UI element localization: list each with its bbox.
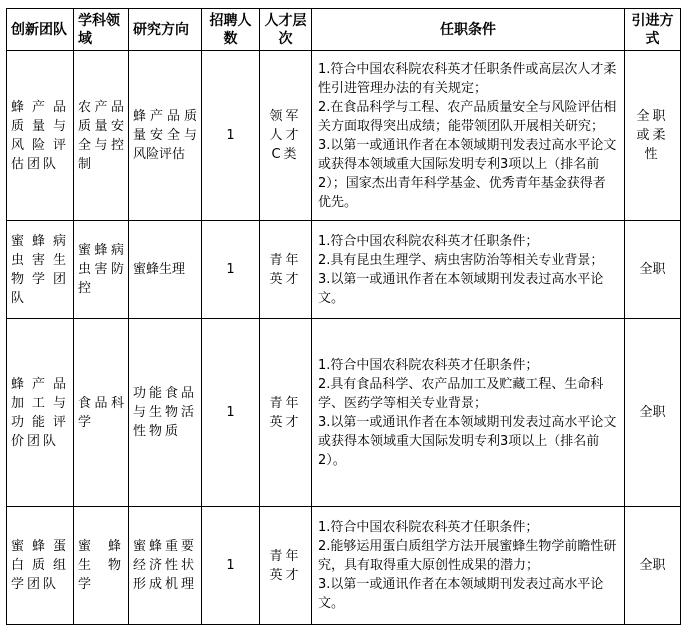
team-cell: 蜂产品质量与风险评估团队	[7, 51, 74, 221]
requirement-line: 3.以第一或通讯作者在本领域期刊发表过高水平论文。	[318, 271, 604, 306]
requirements-cell	[312, 51, 625, 221]
requirement-line: 1.符合中国农科院农科英才任职条件；	[318, 520, 539, 535]
requirement-line: 2.能够运用蛋白质组学方法开展蜜蜂生物学前瞻性研究，具有取得重大原创性成果的潜力；	[318, 539, 617, 573]
level-cell: 领军人才C类	[260, 51, 312, 221]
direction-cell: 功能食品与生物活性物质	[129, 319, 202, 507]
count-cell: 1	[202, 51, 260, 221]
requirement-line: 3.以第一或通讯作者在本领域期刊发表过高水平论文。	[318, 577, 604, 611]
table-row	[7, 319, 681, 507]
team-cell: 蜜蜂病虫害生物学团队	[7, 221, 74, 319]
method-cell: 全职	[625, 319, 681, 507]
header-method: 引进方式	[625, 9, 681, 51]
field-cell: 蜜蜂病虫害防控	[74, 221, 129, 319]
field-cell: 蜜蜂生物学	[74, 507, 129, 625]
requirements-cell	[312, 319, 625, 507]
method-cell: 全职	[625, 507, 681, 625]
requirements-cell	[312, 221, 625, 319]
requirement-line: 1.符合中国农科院农科英才任职条件；	[318, 357, 539, 373]
count-cell: 1	[202, 221, 260, 319]
requirement-line: 2.在食品科学与工程、农产品质量安全与风险评估相关方面取得突出成绩；能带领团队开展相关研究；	[318, 99, 617, 134]
header-count: 招聘人数	[202, 9, 260, 51]
count-cell: 1	[202, 319, 260, 507]
count-cell: 1	[202, 507, 260, 625]
field-cell: 农产品质量安全与控制	[74, 51, 129, 221]
team-cell: 蜜蜂蛋白质组学团队	[7, 507, 74, 625]
direction-cell: 蜜蜂生理	[129, 221, 202, 319]
header-level: 人才层次	[260, 9, 312, 51]
requirement-line: 2.具有食品科学、农产品加工及贮藏工程、生命科学、医药学等相关专业背景；	[318, 376, 604, 411]
field-cell: 食品科学	[74, 319, 129, 507]
level-cell: 青年英才	[260, 507, 312, 625]
header-team: 创新团队	[7, 9, 74, 51]
header-requirements: 任职条件	[312, 9, 625, 51]
header-row	[7, 9, 681, 51]
table-row	[7, 221, 681, 319]
table-row	[7, 507, 681, 625]
requirement-line: 1.符合中国农科院农科英才任职条件或高层次人才柔性引进管理办法的有关规定；	[318, 61, 617, 96]
level-cell: 青年英才	[260, 221, 312, 319]
method-cell: 全职	[625, 221, 681, 319]
header-direction: 研究方向	[129, 9, 202, 51]
direction-cell: 蜂产品质量安全与风险评估	[129, 51, 202, 221]
requirements-cell	[312, 507, 625, 625]
header-field: 学科领域	[74, 9, 129, 51]
requirement-line: 1.符合中国农科院农科英才任职条件；	[318, 233, 539, 249]
requirement-line: 3.以第一或通讯作者在本领域期刊发表过高水平论文或获得本领域重大国际发明专利3项以上（排名前2）。	[318, 414, 617, 468]
requirement-line: 3.以第一或通讯作者在本领域期刊发表过高水平论文或获得本领域重大国际发明专利3项以上（排名前2）；国家杰出青年科学基金、优秀青年基金获得者优先。	[318, 137, 617, 210]
table-row	[7, 51, 681, 221]
level-cell: 青年英才	[260, 319, 312, 507]
recruitment-table	[6, 8, 681, 625]
team-cell: 蜂产品加工与功能评价团队	[7, 319, 74, 507]
direction-cell: 蜜蜂重要经济性状形成机理	[129, 507, 202, 625]
method-cell: 全职或柔性	[625, 51, 681, 221]
requirement-line: 2.具有昆虫生理学、病虫害防治等相关专业背景；	[318, 252, 604, 268]
